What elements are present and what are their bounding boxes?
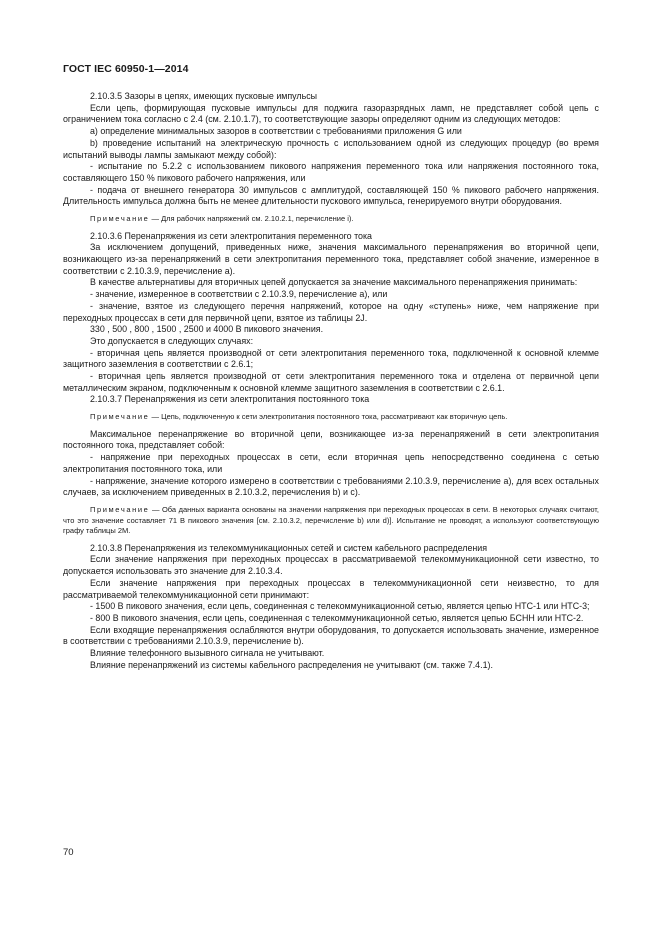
list-item: - 800 В пикового значения, если цепь, соединенная с телекоммуникационной сетью, является цепью БСНН или НТС-2. <box>90 612 584 623</box>
list-item: - напряжение, значение которого измерено в соответствии с требованиями 2.10.3.9, перечисление а), для всех остальных случаев, за исключением приведенных в 2.10.3.2, перечисления b) и c). <box>63 475 599 498</box>
paragraph: За исключением допущений, приведенных ниже, значения максимального перенапряжения во вторичной цепи, возникающего из-за перенапряжений в сети электропитания переменного тока, представляет собой значение, измеренное в соответствии с 2.10.3.9, перечисление а). <box>63 242 599 276</box>
paragraph: Если значение напряжения при переходных процессах в рассматриваемой телекоммуникационной сети известно, то допускается использовать это значение для 2.10.3.4. <box>63 554 599 577</box>
note-text: — Цепь, подключенную к сети электропитания постоянного тока, рассматривают как вторичную цепь. <box>149 412 508 422</box>
note <box>63 505 599 537</box>
note-label: Примечание <box>90 504 150 514</box>
note-text: — Оба данных варианта основаны на значении напряжения при переходных процессах в сети. В некоторых случаях считают, что это значение составляет 71 В пикового значения [см. 2.10.3.2, перечисление b) или d)]. Испытание не проводят, а используют соответствующую графу таблицы 2М. <box>63 504 599 536</box>
paragraph: Если входящие перенапряжения ослабляются внутри оборудования, то допускается использовать значение, измеренное в соответствии с требованиями 2.10.3.9, перечисление b). <box>63 624 599 647</box>
paragraph: Влияние перенапряжений из системы кабельного распределения не учитывают (см. также 7.4.1). <box>90 659 493 670</box>
paragraph: Влияние телефонного вызывного сигнала не учитывают. <box>90 648 325 659</box>
values-line: 330 , 500 , 800 , 1500 , 2500 и 4000 В пикового значения. <box>90 324 324 335</box>
paragraph: Если значение напряжения при переходных процессах в телекоммуникационной сети неизвестно, то для рассматриваемой телекоммуникационной сети принимают: <box>63 577 599 600</box>
document-body <box>63 91 599 672</box>
paragraph: Если цепь, формирующая пусковые импульсы для поджига газоразрядных ламп, не представляет собой цепь с ограничением тока согласно с 2.4 (см. 2.10.1.7), то соответствующие зазоры определяют одним из следующих методов: <box>63 102 599 125</box>
note-text: — Для рабочих напряжений см. 2.10.2.1, перечисление i). <box>149 214 354 224</box>
note <box>63 412 599 423</box>
paragraph: Это допускается в следующих случаях: <box>90 335 254 346</box>
note <box>63 214 599 225</box>
list-item: - вторичная цепь является производной от сети электропитания переменного тока и отделена от первичной цепи металлическим экраном, подключенным к основной клемме защитного заземления в соответствии с 2.6.1. <box>63 371 599 393</box>
section-heading-2-10-3-6: 2.10.3.6 Перенапряжения из сети электропитания переменного тока <box>90 230 372 241</box>
note-label: Примечание <box>90 412 150 422</box>
list-item: - значение, измеренное в соответствии с 2.10.3.9, перечисление а), или <box>90 289 388 300</box>
list-item: - испытание по 5.2.2 с использованием пикового напряжения переменного тока или напряжения постоянного тока, составляющего 150 % пикового рабочего напряжения, или <box>63 161 599 183</box>
section-heading-2-10-3-8: 2.10.3.8 Перенапряжения из телекоммуникационных сетей и систем кабельного распределения <box>90 542 488 553</box>
page-number: 70 <box>63 847 74 858</box>
section-heading-2-10-3-5: 2.10.3.5 Зазоры в цепях, имеющих пусковые импульсы <box>90 91 318 101</box>
document-header: ГОСТ IEC 60950-1—2014 <box>63 63 189 75</box>
list-item: b) проведение испытаний на электрическую прочность с использованием одной из следующих процедур (во время испытаний выводы лампы замыкают между собой): <box>63 137 599 160</box>
list-item: - подача от внешнего генератора 30 импульсов с амплитудой, составляющей 150 % пикового рабочего напряжения. Длительность импульса должна быть не менее длительности пускового импульса, генерируемого внутри оборудования. <box>63 184 599 207</box>
list-item: - вторичная цепь является производной от сети электропитания переменного тока, подключенной к основной клемме защитного заземления в соответствии с 2.6.1; <box>63 347 599 370</box>
section-heading-2-10-3-7: 2.10.3.7 Перенапряжения из сети электропитания постоянного тока <box>90 394 370 405</box>
list-item: - 1500 В пикового значения, если цепь, соединенная с телекоммуникационной сетью, является цепью НТС-1 или НТС-3; <box>90 601 590 612</box>
list-item: - напряжение при переходных процессах в сети, если вторичная цепь непосредственно соединена с сетью электропитания постоянного тока, или <box>63 452 599 474</box>
list-item: - значение, взятое из следующего перечня напряжений, которое на одну «ступень» ниже, чем напряжение при переходных процессах в сети для первичной цепи, взятое из таблицы 2J. <box>63 300 599 323</box>
paragraph: Максимальное перенапряжение во вторичной цепи, возникающее из-за перенапряжений в сети электропитания постоянного тока, представляет собой: <box>63 428 599 451</box>
list-item: а) определение минимальных зазоров в соответствии с требованиями приложения G или <box>90 126 462 137</box>
note-label: Примечание <box>90 214 150 224</box>
paragraph: В качестве альтернативы для вторичных цепей допускается за значение максимального перенапряжения принимать: <box>90 277 578 288</box>
